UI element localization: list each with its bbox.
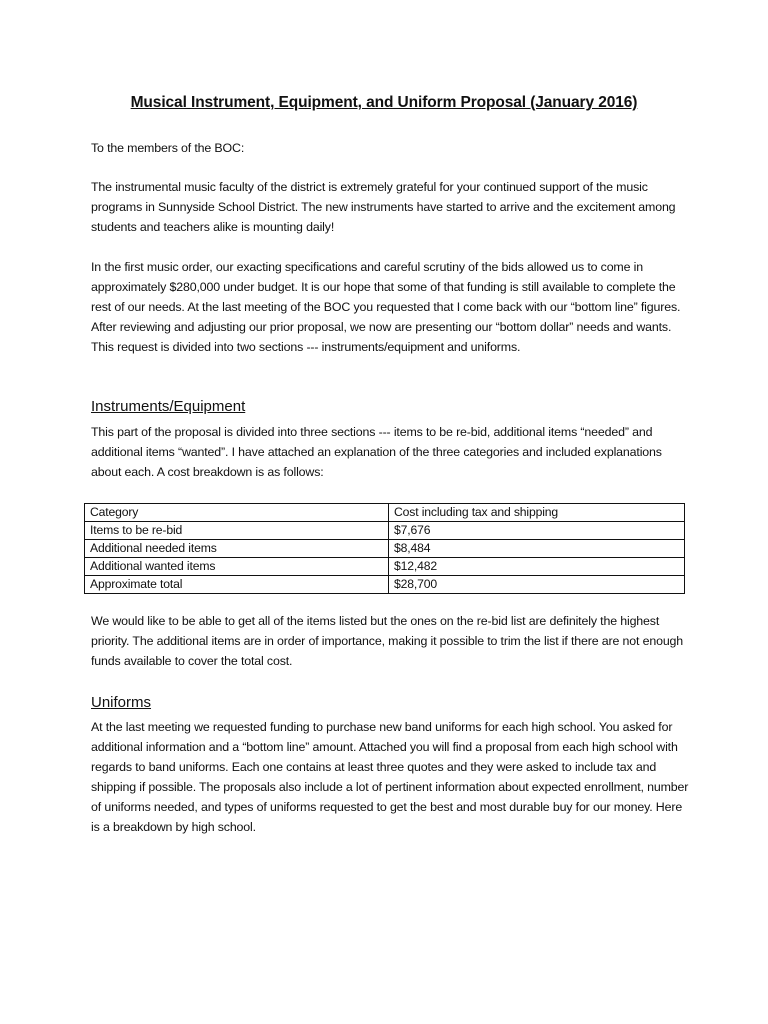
table-header-row <box>85 504 685 522</box>
cost-breakdown-table <box>84 503 685 594</box>
table-header-cell: Cost including tax and shipping <box>389 504 685 522</box>
table-header-cell: Category <box>85 504 389 522</box>
document-title: Musical Instrument, Equipment, and Uniform Proposal (January 2016) <box>130 94 638 111</box>
table-cell-cost: $8,484 <box>389 540 685 558</box>
salutation: To the members of the BOC: <box>91 141 245 155</box>
priority-paragraph: We would like to be able to get all of the items listed but the ones on the re-bid list are definitely the highest priority. The additional items are in order of importance, making it possible to trim the list if there are not enough funds available to cover the total cost. <box>91 614 684 668</box>
table-cell-cost: $12,482 <box>389 558 685 576</box>
intro-paragraph: The instrumental music faculty of the district is extremely grateful for your continued support of the music programs in Sunnyside School District. The new instruments have started to arrive and the excitement among students and teachers alike is mounting daily! <box>91 180 676 234</box>
table-row <box>85 540 685 558</box>
instruments-heading: Instruments/Equipment <box>91 398 246 415</box>
table-row <box>85 576 685 594</box>
table-cell-category: Approximate total <box>85 576 389 594</box>
table-row <box>85 522 685 540</box>
table-cell-cost: $28,700 <box>389 576 685 594</box>
table-cell-cost: $7,676 <box>389 522 685 540</box>
uniforms-heading: Uniforms <box>91 694 152 711</box>
budget-paragraph: In the first music order, our exacting specifications and careful scrutiny of the bids allowed us to come in approximately $280,000 under budget. It is our hope that some of that funding is still available to complete the rest of our needs. At the last meeting of the BOC you requested that I come back with our “bottom line” figures. After reviewing and adjusting our prior proposal, we now are presenting our “bottom dollar” needs and wants. This request is divided into two sections --- instruments/equipment and uniforms. <box>91 260 681 354</box>
instruments-intro: This part of the proposal is divided into three sections --- items to be re-bid, additional items “needed” and additional items “wanted”. I have attached an explanation of the three categories and included explanations about each. A cost breakdown is as follows: <box>91 425 662 479</box>
uniforms-paragraph: At the last meeting we requested funding to purchase new band uniforms for each high school. You asked for additional information and a “bottom line” amount. Attached you will find a proposal from each high school with regards to band uniforms. Each one contains at least three quotes and they were asked to include tax and shipping if possible. The proposals also include a lot of pertinent information about expected enrollment, number of uniforms needed, and types of uniforms requested to get the best and most durable buy for our money. Here is a breakdown by high school. <box>91 720 689 834</box>
table-row <box>85 558 685 576</box>
table-cell-category: Additional needed items <box>85 540 389 558</box>
table-cell-category: Additional wanted items <box>85 558 389 576</box>
table-cell-category: Items to be re-bid <box>85 522 389 540</box>
